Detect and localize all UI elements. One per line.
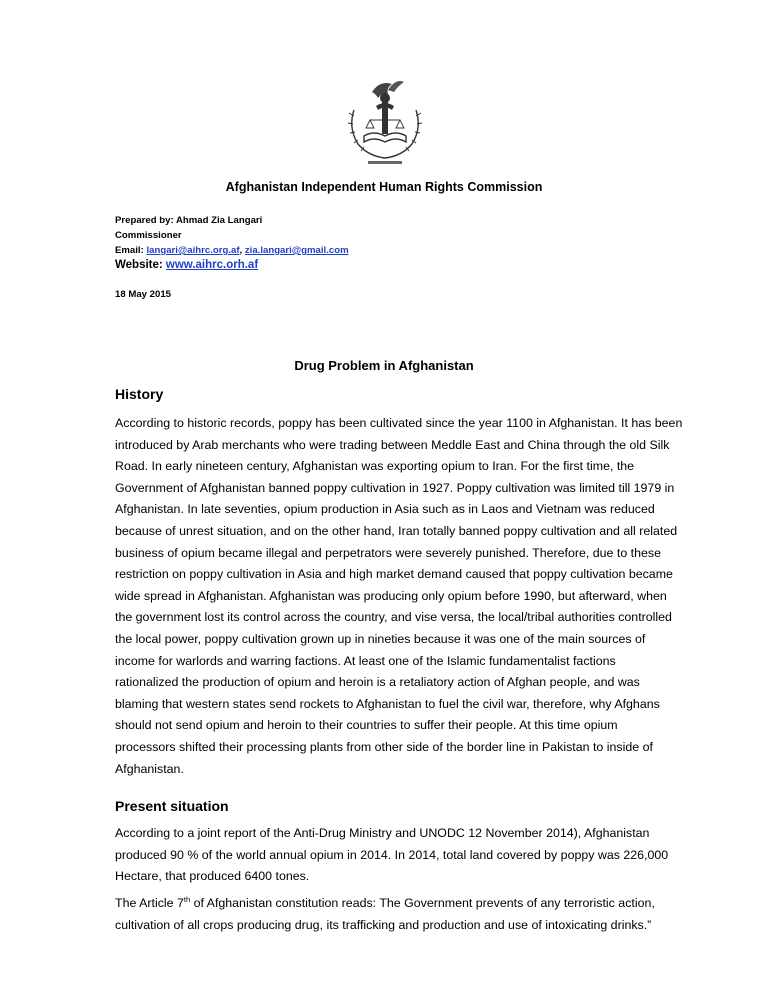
present-situation-paragraph [115,823,669,888]
document-title: Drug Problem in Afghanistan [294,358,474,373]
paragraph-line: Afghanistan. [115,761,184,776]
paragraph-line: cultivation of all crops producing drug, its trafficking and production and use of intoxicating drinks.” [115,917,652,932]
section-heading-history: History [115,386,164,402]
email-separator: , [239,245,243,256]
email-link-primary[interactable]: langari@aihrc.org.af [146,245,240,256]
paragraph-line: the government lost its control across the country, and vise versa, the local/tribal authorities controlled [115,610,672,625]
paragraph-line: the local power, poppy cultivation grown up in nineties because it was one of the main sources of [115,631,646,646]
organization-title: Afghanistan Independent Human Rights Commission [225,180,543,194]
prepared-by: Prepared by: Ahmad Zia Langari [115,215,263,226]
email-label: Email: [115,245,144,256]
paragraph-line: income for warlords and warring factions. At least one of the Islamic fundamentalist factions [115,653,616,668]
ordinal-suffix: th [183,894,191,904]
paragraph-line [115,893,655,915]
section-heading-present-situation: Present situation [115,798,229,814]
paragraph-line: rationalized the production of opium and heroin is a retaliatory action of Afghan people, and was [115,675,640,690]
email-link-secondary[interactable]: zia.langari@gmail.com [244,245,349,256]
paragraph-line: According to a joint report of the Anti-Drug Ministry and UNODC 12 November 2014), Afghanistan [115,826,650,840]
email-line [115,244,349,258]
document-date: 18 May 2015 [115,289,172,300]
paragraph-line: wide spread in Afghanistan. Afghanistan was producing only opium before 1990, but afterward, when [115,588,667,603]
paragraph-line: blaming that western states send rockets to Afghanistan to fuel the civil war, therefore, why Afghans [115,696,660,711]
website-link[interactable]: www.aihrc.orh.af [165,259,259,271]
paragraph-line: Road. In early nineteen century, Afghanistan was exporting opium to Iran. For the first time, the [115,459,635,474]
website-label: Website: [115,259,163,271]
paragraph-line: According to historic records, poppy has been cultivated since the year 1100 in Afghanistan. It has been [115,416,683,430]
paragraph-line: Afghanistan. In late seventies, opium production in Asia such as in Laos and Vietnam was reduced [115,502,655,517]
paragraph-line: business of opium became illegal and perpetrators were severely punished. Therefore, due to these [115,545,661,560]
paragraph-line: produced 90 % of the world annual opium in 2014. In 2014, total land covered by poppy was 226,000 [115,847,669,862]
author-role: Commissioner [115,230,182,241]
paragraph-line: restriction on poppy cultivation in Asia and high market demand caused that poppy cultivation became [115,567,673,582]
paragraph-line: Government of Afghanistan banned poppy cultivation in 1927. Poppy cultivation was limited till 1979 in [115,480,675,495]
aihrc-emblem-logo [342,70,428,168]
constitution-paragraph [115,893,655,936]
history-paragraph [115,413,683,780]
article-text-rest: of Afghanistan constitution reads: The Government prevents of any terroristic action, [190,896,655,910]
website-line [115,259,258,271]
paragraph-line: processors shifted their processing plants from other side of the border line in Pakistan to inside of [115,739,653,754]
paragraph-line: because of unrest situation, and on the other hand, Iran totally banned poppy cultivation and all related [115,523,678,538]
paragraph-line: should not send opium and heroin to their countries to suffer their people. At this time opium [115,718,618,733]
article-text-start: The Article 7 [115,896,184,910]
paragraph-line: Hectare, that produced 6400 tones. [115,869,310,884]
paragraph-line: introduced by Arab merchants who were trading between Meddle East and China through the old Silk [115,437,670,452]
